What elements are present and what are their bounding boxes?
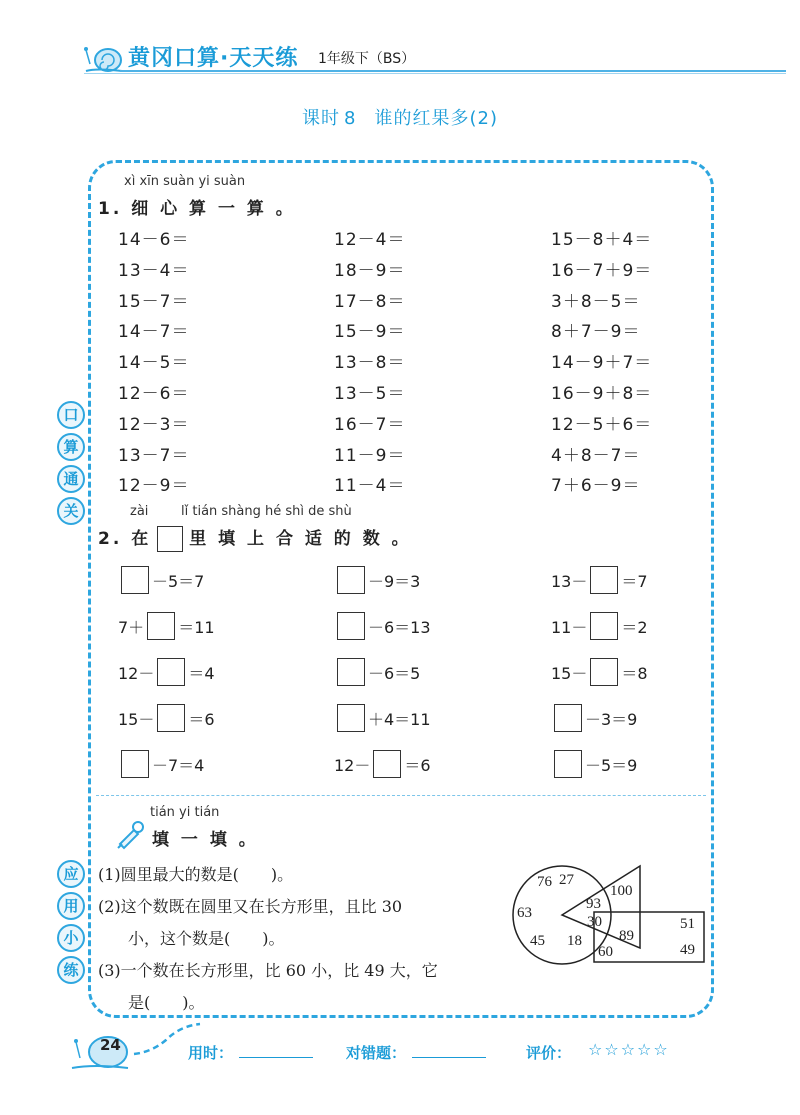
fill-item-r5-c2: [334, 750, 431, 778]
grade-label: 1年级下（BS）: [318, 51, 416, 67]
fill-item-r2-c1: [118, 612, 215, 640]
diagram-number: 76: [537, 874, 552, 890]
side-tab-suan: 算: [57, 433, 85, 461]
section3-title: 填 一 填 。: [152, 830, 259, 850]
answer-box[interactable]: [337, 704, 365, 732]
lesson-title: [0, 104, 800, 130]
answer-box[interactable]: [373, 750, 401, 778]
equation-col1-6: 12－6＝: [118, 384, 190, 404]
answer-box[interactable]: [337, 658, 365, 686]
fill-item-r2-c2: [334, 612, 431, 640]
answer-box[interactable]: [590, 566, 618, 594]
diagram-number: 100: [610, 883, 633, 899]
brand-title: 黄冈口算·天天练: [128, 46, 299, 71]
correct-label: 对错题：: [346, 1044, 407, 1062]
equation-col1-2: 13－4＝: [118, 260, 190, 281]
fill-suffix: －5＝7: [152, 571, 205, 591]
answer-box[interactable]: [157, 704, 185, 732]
question-1: (1)圆里最大的数是( )。: [98, 865, 294, 884]
equation-col3-3: 3＋8－5＝: [551, 291, 641, 312]
correct-count-field[interactable]: [346, 1042, 486, 1063]
fill-item-r1-c1: [118, 566, 204, 594]
equation-col3-9: 7＋6－9＝: [551, 476, 641, 497]
side-tab-guan: 关: [57, 497, 85, 525]
equation-col1-3: 15－7＝: [118, 291, 190, 312]
header-rule-thin: [84, 73, 786, 74]
rating-label: 评价：: [526, 1044, 572, 1062]
fill-suffix: －9＝3: [368, 571, 421, 591]
fill-suffix: ＝7: [621, 571, 648, 591]
side-tab-lian: 练: [57, 956, 85, 984]
fill-suffix: －5＝9: [585, 755, 638, 775]
fill-suffix: ＝4: [188, 663, 215, 683]
section2-pinyin-zai: zài: [130, 504, 149, 519]
lesson-topic: 谁的红果多(2): [374, 108, 498, 129]
rating-stars[interactable]: ☆☆☆☆☆: [588, 1040, 670, 1059]
answer-box[interactable]: [554, 750, 582, 778]
fill-suffix: ＝2: [621, 617, 648, 637]
time-blank[interactable]: [239, 1046, 313, 1058]
diagram-number: 63: [517, 905, 532, 921]
side-tab-yong: 用: [57, 892, 85, 920]
fill-item-r3-c3: [551, 658, 648, 686]
answer-box[interactable]: [121, 750, 149, 778]
fill-prefix: 15－: [118, 709, 155, 729]
equation-col3-6: 16－9＋8＝: [551, 384, 653, 404]
page-number: 24: [100, 1036, 121, 1054]
answer-box[interactable]: [337, 612, 365, 640]
diagram-number: 27: [559, 872, 574, 888]
equation-col2-9: 11－4＝: [334, 476, 406, 497]
answer-box[interactable]: [337, 566, 365, 594]
fill-suffix: －3＝9: [585, 709, 638, 729]
equation-col3-8: 4＋8－7＝: [551, 445, 641, 466]
fill-item-r3-c1: [118, 658, 215, 686]
side-tab-ying: 应: [57, 860, 85, 888]
equation-col1-9: 12－9＝: [118, 476, 190, 497]
fill-item-r3-c2: [334, 658, 420, 686]
correct-blank[interactable]: [412, 1046, 486, 1058]
fill-item-r4-c3: [551, 704, 637, 732]
circle-triangle-rectangle-diagram: [510, 858, 706, 978]
answer-box[interactable]: [554, 704, 582, 732]
answer-box[interactable]: [121, 566, 149, 594]
fill-suffix: ＋4＝11: [368, 709, 431, 729]
fill-suffix: －7＝4: [152, 755, 205, 775]
diagram-number: 51: [680, 916, 695, 932]
lesson-number: 8: [344, 108, 357, 129]
fill-suffix: ＝6: [404, 755, 431, 775]
fill-item-r1-c2: [334, 566, 420, 594]
section1-title: 1. 细 心 算 一 算 。: [98, 199, 296, 219]
answer-box[interactable]: [590, 658, 618, 686]
diagram-number: 49: [680, 942, 695, 958]
diagram-number: 93: [586, 896, 601, 912]
section2-title: [98, 524, 412, 552]
fill-prefix: 12－: [334, 755, 371, 775]
equation-col1-1: 14－6＝: [118, 230, 190, 250]
fill-suffix: ＝8: [621, 663, 648, 683]
equation-col2-5: 13－8＝: [334, 353, 406, 374]
equation-col2-3: 17－8＝: [334, 291, 406, 312]
equation-col1-8: 13－7＝: [118, 445, 190, 466]
answer-box[interactable]: [157, 658, 185, 686]
fill-item-r1-c3: [551, 566, 648, 594]
question-2-line-2: 小，这个数是( )。: [128, 929, 285, 948]
diagram-number: 45: [530, 933, 545, 949]
section3-pinyin: tián yi tián: [150, 805, 220, 820]
equation-col2-1: 12－4＝: [334, 230, 406, 250]
fill-item-r2-c3: [551, 612, 648, 640]
fill-suffix: ＝6: [188, 709, 215, 729]
rating-field: [526, 1042, 571, 1063]
equation-col3-4: 8＋7－9＝: [551, 322, 641, 343]
answer-box[interactable]: [590, 612, 618, 640]
fill-suffix: －6＝13: [368, 617, 431, 637]
equation-col2-4: 15－9＝: [334, 322, 406, 343]
fill-suffix: ＝11: [178, 617, 215, 637]
side-tab-xiao: 小: [57, 924, 85, 952]
answer-box-sample: [157, 526, 183, 552]
fill-item-r4-c2: [334, 704, 431, 732]
fill-prefix: 12－: [118, 663, 155, 683]
equation-col3-5: 14－9＋7＝: [551, 353, 653, 374]
equation-col2-2: 18－9＝: [334, 260, 406, 281]
equation-col2-6: 13－5＝: [334, 384, 406, 404]
equation-col1-4: 14－7＝: [118, 322, 190, 343]
time-spent-field[interactable]: [188, 1042, 313, 1063]
fill-item-r5-c1: [118, 750, 204, 778]
fill-item-r5-c3: [551, 750, 637, 778]
time-label: 用时：: [188, 1044, 234, 1062]
fill-item-r4-c1: [118, 704, 215, 732]
lesson-label: 课时: [302, 108, 341, 129]
side-tab-kou: 口: [57, 401, 85, 429]
section1-pinyin: xì xīn suàn yi suàn: [124, 174, 246, 189]
diagram-number: 89: [619, 928, 634, 944]
section2-title-suffix: 里 填 上 合 适 的 数 。: [189, 529, 412, 549]
header-rule: [120, 70, 786, 72]
question-3-line-1: (3)一个数在长方形里，比 60 小，比 49 大，它: [98, 961, 438, 980]
pencil-hand-icon: [114, 818, 146, 850]
equation-col3-1: 15－8＋4＝: [551, 230, 653, 250]
section2-pinyin: lǐ tián shàng hé shì de shù: [181, 504, 352, 519]
side-tab-tong: 通: [57, 465, 85, 493]
answer-box[interactable]: [147, 612, 175, 640]
equation-col3-2: 16－7＋9＝: [551, 260, 653, 281]
fill-prefix: 15－: [551, 663, 588, 683]
question-3-line-2: 是( )。: [128, 993, 205, 1012]
fill-prefix: 13－: [551, 571, 588, 591]
equation-col1-5: 14－5＝: [118, 353, 190, 374]
equation-col1-7: 12－3＝: [118, 414, 190, 435]
equation-col3-7: 12－5＋6＝: [551, 414, 653, 435]
fill-prefix: 11－: [551, 617, 588, 637]
question-2-line-1: (2)这个数既在圆里又在长方形里，且比 30: [98, 897, 403, 916]
diagram-number: 60: [598, 944, 613, 960]
section-divider: [96, 795, 706, 796]
fill-prefix: 7＋: [118, 617, 145, 637]
section2-title-prefix: 2. 在: [98, 529, 152, 549]
diagram-number: 30: [587, 914, 602, 930]
equation-col2-8: 11－9＝: [334, 445, 406, 466]
fill-suffix: －6＝5: [368, 663, 421, 683]
snail-logo-icon: [82, 40, 128, 74]
diagram-number: 18: [567, 933, 582, 949]
equation-col2-7: 16－7＝: [334, 414, 406, 435]
